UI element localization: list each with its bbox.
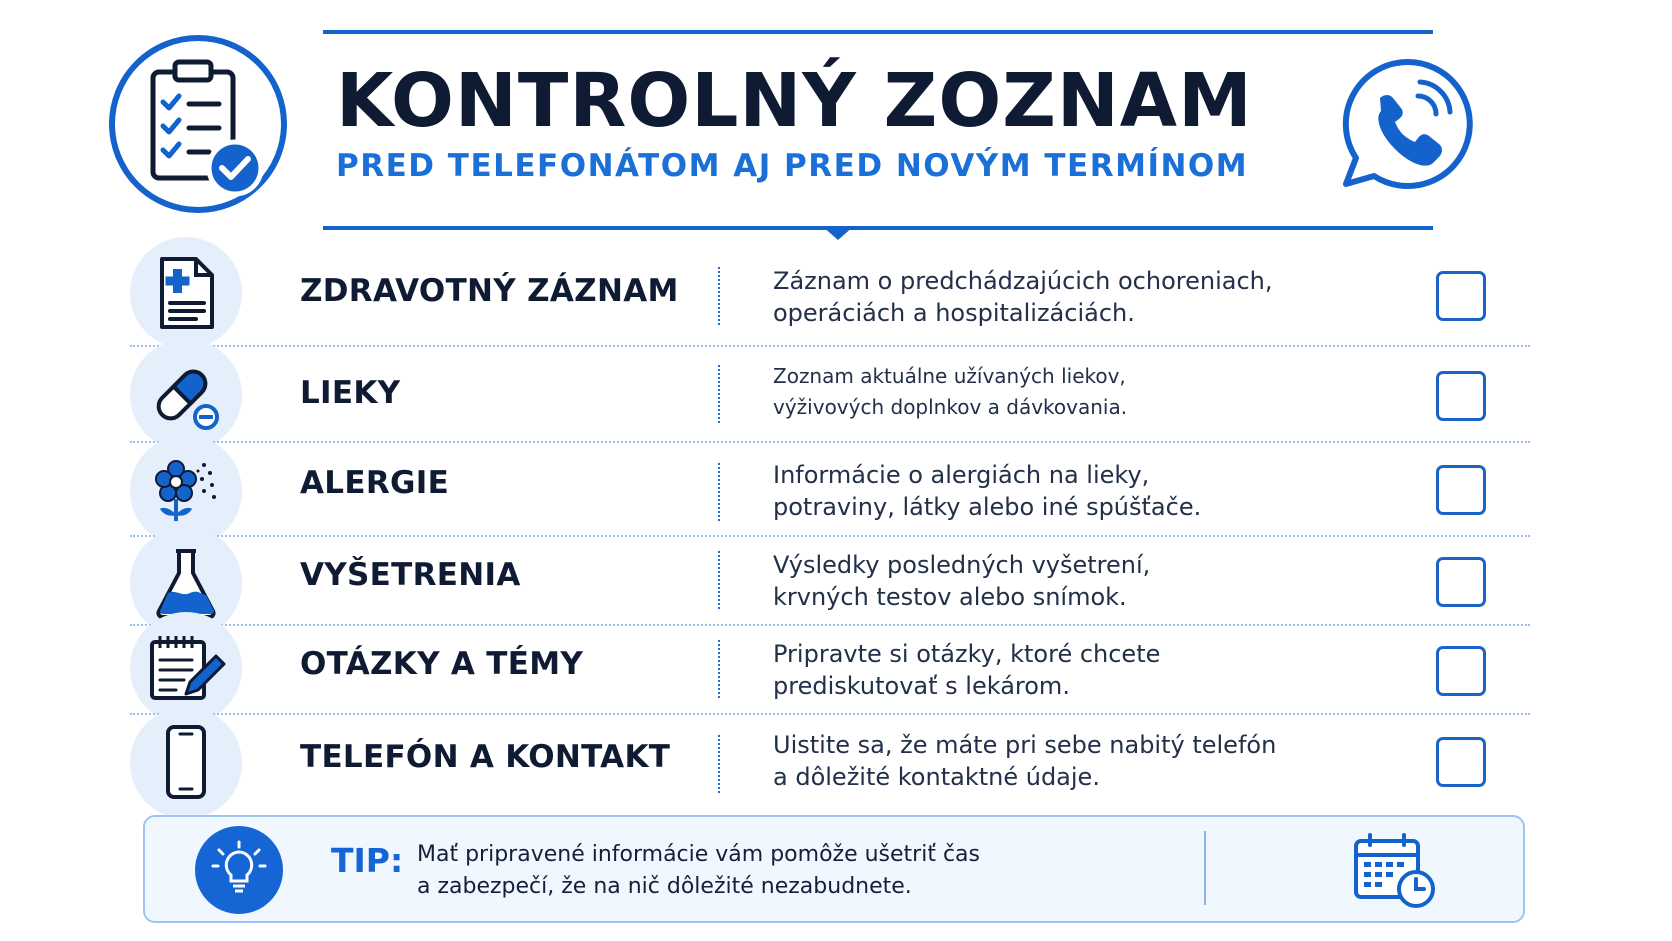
item-description-line: Pripravte si otázky, ktoré chcete — [773, 640, 1161, 668]
item-description-line: a dôležité kontaktné údaje. — [773, 763, 1100, 791]
tip-text-line: Mať pripravené informácie vám pomôže ušetriť čas — [417, 842, 980, 867]
checklist-item-examinations — [130, 537, 1530, 625]
clipboard-check-icon — [105, 30, 291, 218]
row-divider — [718, 735, 720, 793]
item-description-line: Informácie o alergiách na lieky, — [773, 461, 1150, 489]
item-title: OTÁZKY A TÉMY — [300, 646, 584, 682]
item-description — [773, 265, 1333, 329]
calendar-clock-icon — [1352, 831, 1438, 911]
item-description-line: prediskutovať s lekárom. — [773, 672, 1070, 700]
medical-record-icon — [130, 237, 242, 349]
item-title: ALERGIE — [300, 465, 450, 501]
checkbox-questions[interactable] — [1436, 646, 1486, 696]
item-description-line: Záznam o predchádzajúcich ochoreniach, — [773, 267, 1273, 295]
item-description-line: Výsledky posledných vyšetrení, — [773, 551, 1151, 579]
checkbox-examinations[interactable] — [1436, 557, 1486, 607]
checkbox-medical-record[interactable] — [1436, 271, 1486, 321]
item-description — [773, 549, 1333, 613]
row-divider — [718, 267, 720, 325]
item-description-line: potraviny, látky alebo iné spúšťače. — [773, 493, 1202, 521]
tip-box — [143, 815, 1525, 923]
checklist-item-medications — [130, 347, 1530, 441]
phone-chat-icon — [1338, 56, 1478, 196]
row-divider — [718, 365, 720, 423]
item-description — [773, 459, 1333, 523]
item-description — [773, 729, 1333, 793]
row-divider — [718, 640, 720, 698]
item-description-line: krvných testov alebo snímok. — [773, 583, 1127, 611]
lightbulb-icon — [195, 826, 283, 914]
smartphone-icon — [130, 707, 242, 819]
checklist-item-allergies — [130, 443, 1530, 537]
row-divider — [718, 551, 720, 609]
item-description-line: Zoznam aktuálne užívaných liekov, — [773, 364, 1126, 388]
item-description-line: výživových doplnkov a dávkovania. — [773, 395, 1128, 419]
tip-text — [417, 839, 1137, 903]
header-top-rule — [323, 30, 1433, 34]
checklist-item-medical-record — [130, 237, 1530, 347]
item-title: LIEKY — [300, 375, 401, 411]
item-title: TELEFÓN A KONTAKT — [300, 739, 671, 775]
item-description — [773, 361, 1333, 423]
row-divider — [718, 463, 720, 521]
page-title: KONTROLNÝ ZOZNAM — [336, 58, 1253, 144]
page-subtitle: PRED TELEFONÁTOM AJ PRED NOVÝM TERMÍNOM — [336, 148, 1249, 184]
header-bottom-rule — [323, 226, 1433, 230]
tip-label: TIP: — [331, 841, 404, 880]
tip-text-line: a zabezpečí, že na nič dôležité nezabudnete. — [417, 874, 912, 899]
checkbox-medications[interactable] — [1436, 371, 1486, 421]
checklist-item-phone-contact — [130, 715, 1530, 811]
checkbox-allergies[interactable] — [1436, 465, 1486, 515]
item-description-line: operáciách a hospitalizáciách. — [773, 299, 1135, 327]
checkbox-phone-contact[interactable] — [1436, 737, 1486, 787]
item-title: ZDRAVOTNÝ ZÁZNAM — [300, 273, 679, 309]
item-title: VYŠETRENIA — [300, 557, 521, 593]
item-description — [773, 638, 1333, 702]
item-description-line: Uistite sa, že máte pri sebe nabitý telefón — [773, 731, 1277, 759]
checklist-item-questions — [130, 626, 1530, 714]
tip-divider — [1204, 831, 1206, 905]
